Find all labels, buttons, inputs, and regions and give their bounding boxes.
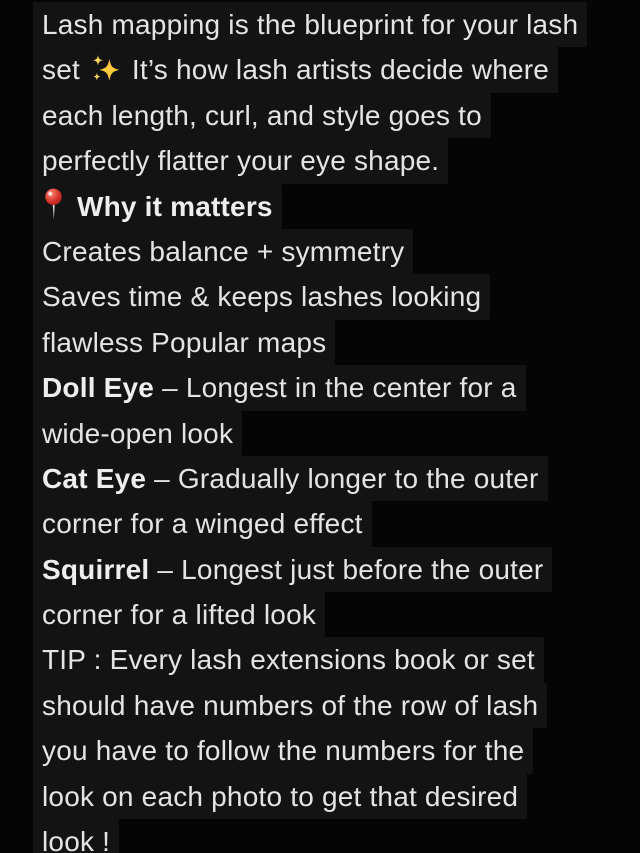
caption-line-box — [33, 683, 547, 728]
caption-text: perfectly flatter your eye shape. — [42, 145, 440, 177]
caption-line-box — [33, 501, 372, 546]
caption-text: set — [42, 54, 88, 86]
caption-line-box — [33, 47, 558, 92]
caption-line — [33, 501, 640, 546]
caption-line-box — [33, 819, 119, 853]
caption-line-box — [33, 138, 448, 183]
caption-text: each length, curl, and style goes to — [42, 99, 482, 131]
caption-line — [33, 138, 640, 183]
caption-line-box — [33, 411, 242, 456]
caption-line-box — [33, 592, 325, 637]
caption-text: look on each photo to get that desired — [42, 780, 519, 812]
caption-line — [33, 47, 640, 92]
caption-line — [33, 2, 640, 47]
caption-line — [33, 274, 640, 319]
caption-line — [33, 637, 640, 682]
caption-line — [33, 229, 640, 274]
caption-line — [33, 320, 640, 365]
caption-text: – Gradually longer to the outer — [146, 462, 539, 494]
pushpin-icon — [42, 188, 65, 221]
caption-line — [33, 547, 640, 592]
caption-line — [33, 93, 640, 138]
caption-text: Saves time & keeps lashes looking — [42, 281, 482, 313]
caption-text: corner for a winged effect — [42, 508, 363, 540]
caption-text: corner for a lifted look — [42, 599, 317, 631]
caption-line — [33, 411, 640, 456]
caption-line — [33, 728, 640, 773]
caption-text: – Longest in the center for a — [154, 372, 517, 404]
caption-text: look ! — [42, 826, 111, 853]
caption-line-box — [33, 2, 587, 47]
caption-text-bold: Squirrel — [42, 553, 150, 585]
caption-line-box — [33, 274, 490, 319]
caption-line-box — [33, 365, 526, 410]
sparkles-icon — [90, 53, 122, 85]
caption-line-box — [33, 637, 544, 682]
caption-text: you have to follow the numbers for the — [42, 735, 525, 767]
caption-text-bold: Doll Eye — [42, 372, 155, 404]
caption-line — [33, 774, 640, 819]
caption-line-box — [33, 93, 491, 138]
caption-line-box — [33, 547, 552, 592]
caption-text: TIP : Every lash extensions book or set — [42, 644, 535, 676]
caption-line-box — [33, 320, 335, 365]
caption-text: It’s how lash artists decide where — [123, 54, 550, 86]
caption-line-box — [33, 728, 533, 773]
caption-text-bold: Why it matters — [69, 190, 273, 222]
caption-text: – Longest just before the outer — [149, 553, 544, 585]
caption-text: Lash mapping is the blueprint for your lash — [42, 9, 579, 40]
caption-line — [33, 456, 640, 501]
caption-line — [33, 683, 640, 728]
caption-line — [33, 819, 640, 853]
caption-line — [33, 184, 640, 229]
caption-line — [33, 365, 640, 410]
caption-line-box — [33, 229, 413, 274]
caption-text-bold: Cat Eye — [42, 462, 147, 494]
caption-text: Creates balance + symmetry — [42, 235, 405, 267]
caption-text: wide-open look — [42, 417, 234, 449]
caption-text: should have numbers of the row of lash — [42, 689, 539, 721]
caption-line-box — [33, 456, 548, 501]
caption-text: flawless Popular maps — [42, 326, 327, 358]
caption-line-box — [33, 184, 282, 229]
caption-line — [33, 592, 640, 637]
caption-line-box — [33, 774, 527, 819]
